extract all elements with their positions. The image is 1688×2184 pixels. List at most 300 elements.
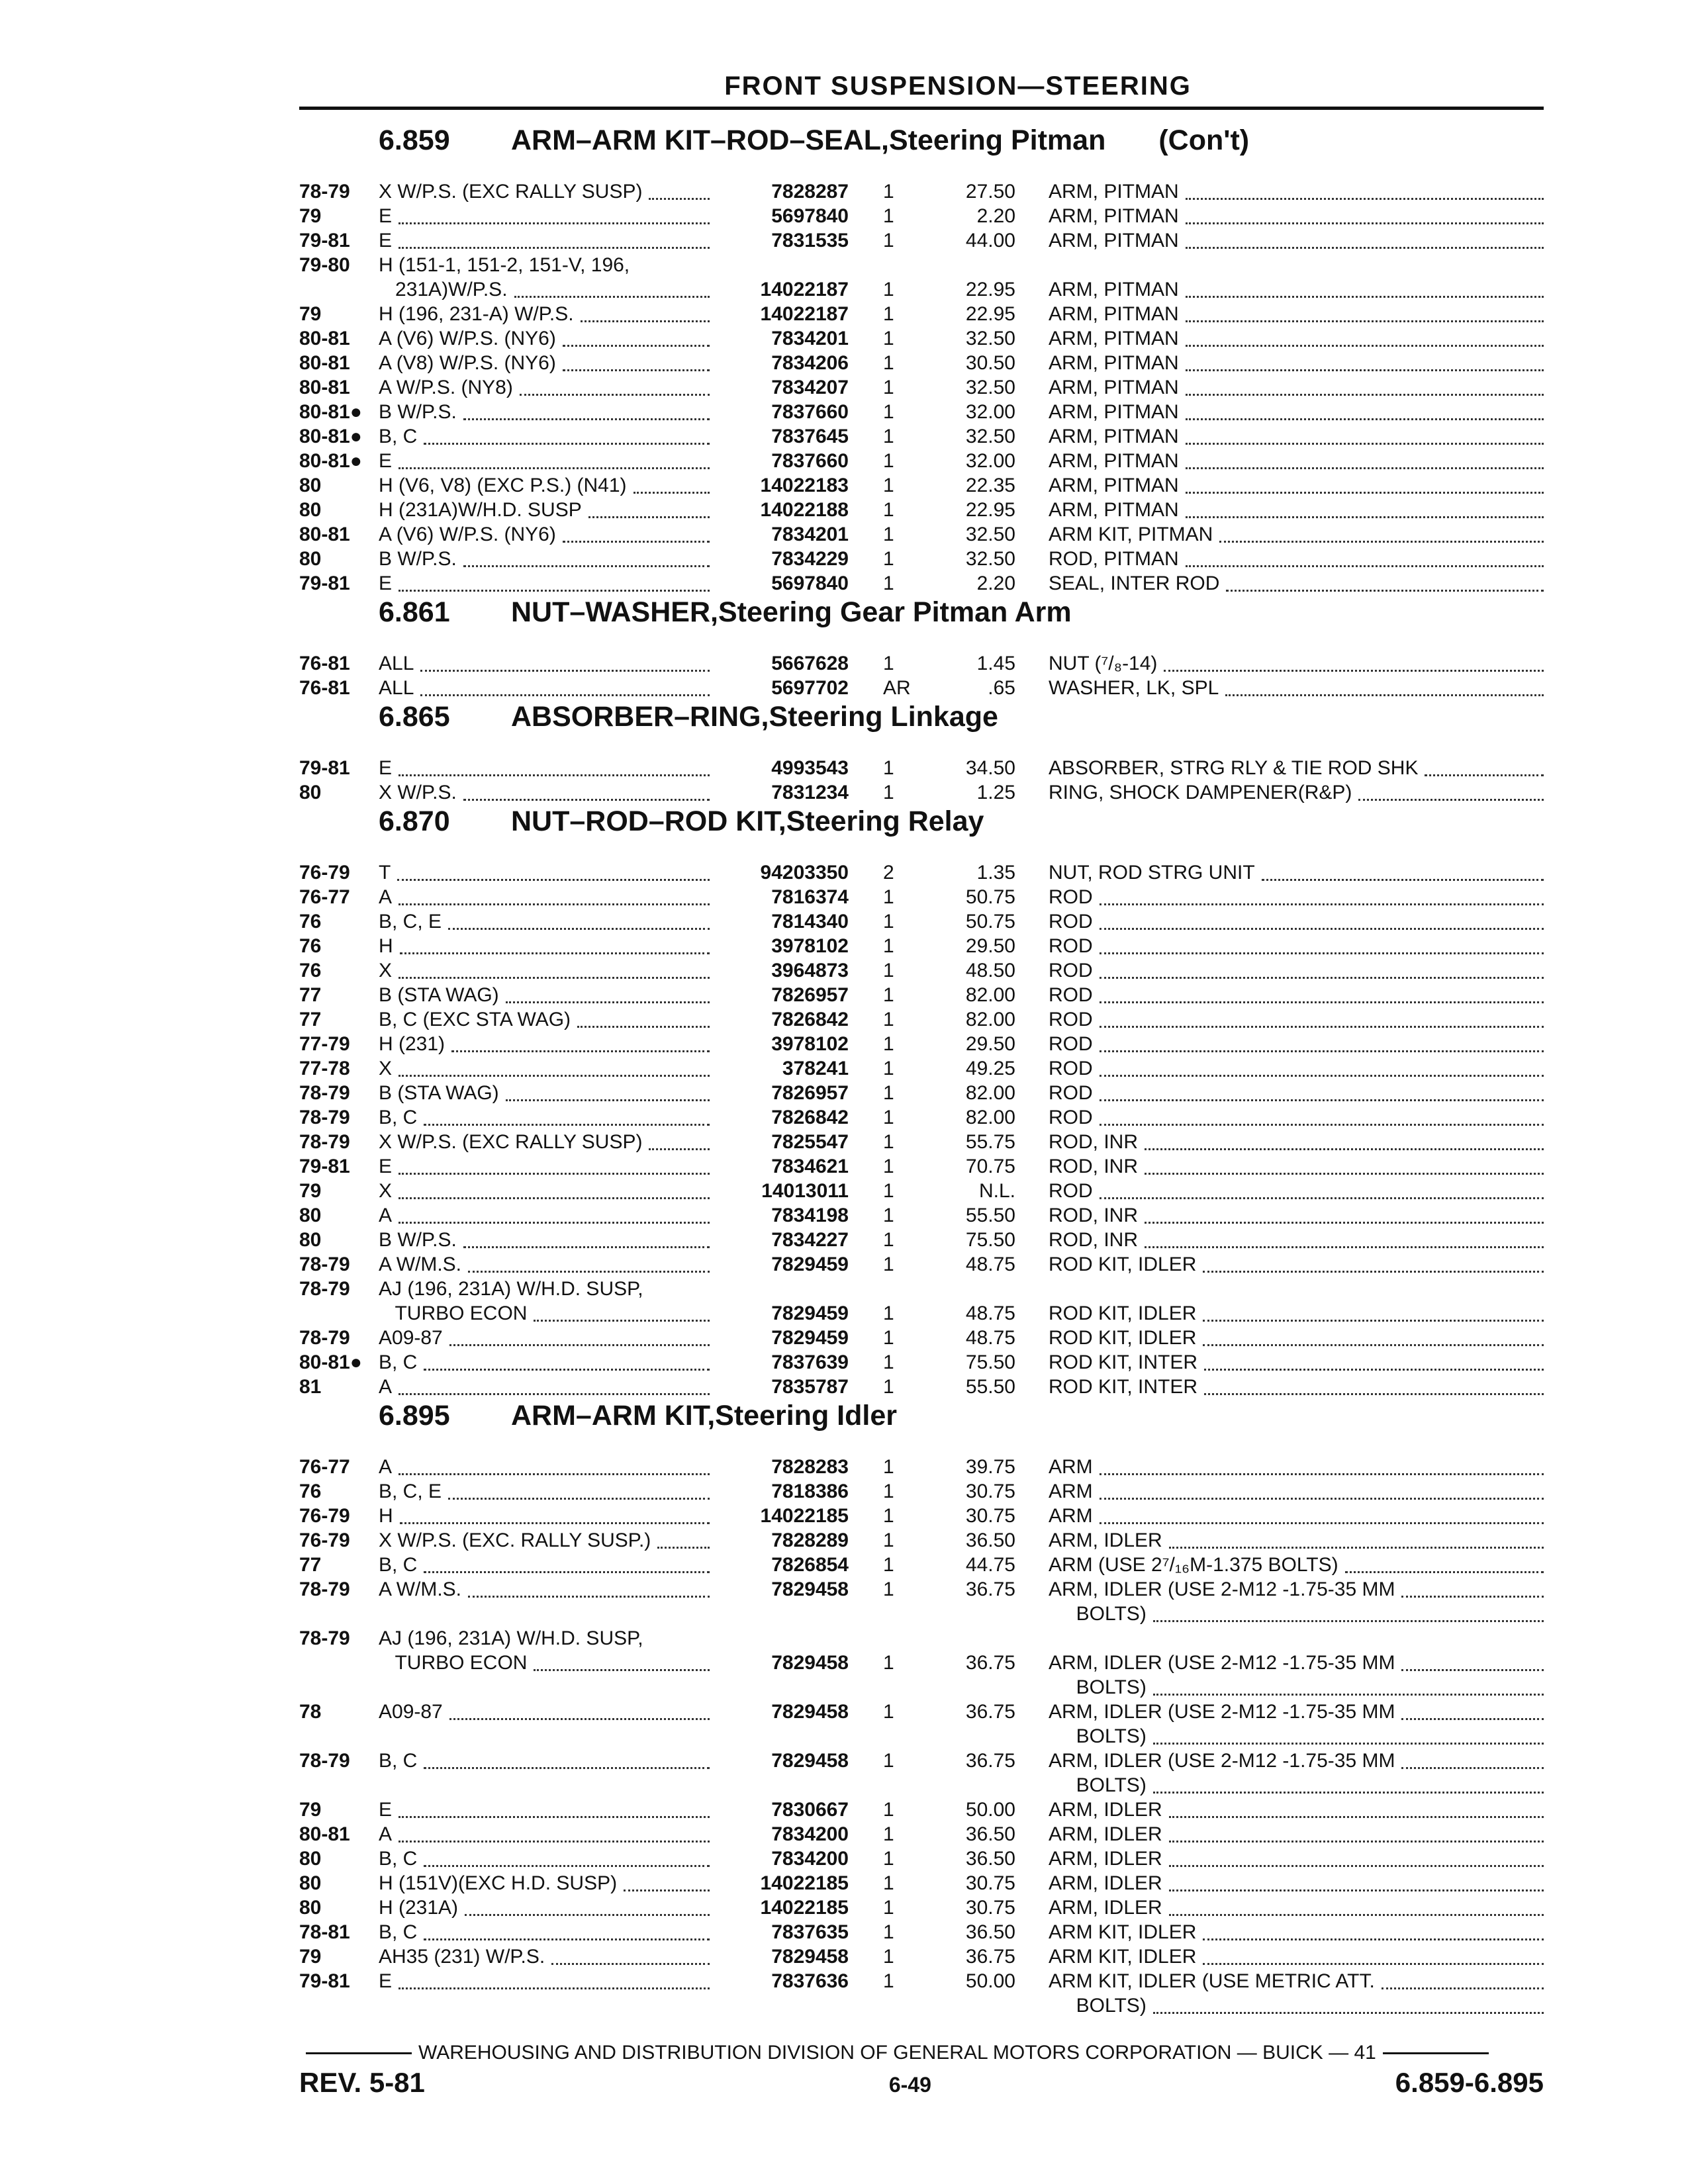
year-range: 80-81	[299, 328, 350, 349]
part-number: 7837635	[771, 1921, 849, 1943]
price: .65	[988, 677, 1015, 699]
table-row	[299, 523, 1544, 547]
quantity: 1	[883, 1897, 894, 1919]
description-cell	[1049, 498, 1544, 523]
table-row	[299, 1651, 1544, 1676]
application-text: AH35 (231) W/P.S.	[379, 1946, 545, 1968]
dot-leader	[1169, 1872, 1544, 1891]
description-cell	[1049, 1676, 1544, 1700]
price: 36.75	[965, 1946, 1015, 1968]
application-cell	[379, 1700, 716, 1725]
quantity: 1	[883, 1107, 894, 1128]
description-text: ARM	[1049, 1456, 1093, 1478]
table-row	[299, 756, 1544, 781]
application-cell	[379, 910, 716, 934]
description-cell	[1049, 278, 1544, 302]
dot-leader	[448, 1480, 710, 1500]
dot-leader	[1145, 1204, 1544, 1224]
description-cell	[1049, 1725, 1544, 1749]
part-number: 7837645	[771, 426, 849, 447]
year-range: 80	[299, 1897, 322, 1919]
price	[936, 1277, 1049, 1302]
dot-leader	[1153, 1725, 1544, 1745]
application-text: E	[379, 572, 393, 594]
description-text: ARM KIT, IDLER	[1049, 1921, 1197, 1943]
dot-leader	[1203, 1921, 1544, 1940]
year-range: 78-79	[299, 181, 350, 203]
price	[936, 1627, 1049, 1651]
table-row	[299, 302, 1544, 327]
application-text: B, C (EXC STA WAG)	[379, 1009, 571, 1030]
application-cell	[379, 1326, 716, 1351]
description-text: ARM (USE 2⁷/₁₆M-1.375 BOLTS)	[1049, 1554, 1338, 1576]
part-number: 7826957	[771, 1082, 849, 1104]
description-text: BOLTS)	[1049, 1725, 1147, 1747]
price: 2.20	[976, 572, 1015, 594]
application-cell	[379, 498, 716, 523]
description-text: ROD	[1049, 1058, 1093, 1079]
description-text: ARM, IDLER	[1049, 1799, 1162, 1821]
year-range: 79	[299, 1180, 322, 1202]
description-text: ARM, IDLER (USE 2-M12 -1.75-35 MM	[1049, 1578, 1395, 1600]
description-cell	[1049, 756, 1544, 781]
dot-leader	[468, 1578, 710, 1598]
table-row	[299, 1130, 1544, 1155]
dot-leader	[468, 1253, 710, 1273]
price: 50.00	[965, 1799, 1015, 1821]
application-text	[379, 1602, 716, 1627]
table-row	[299, 351, 1544, 376]
description-cell	[1049, 1627, 1544, 1651]
application-cell	[379, 1945, 716, 1970]
application-cell	[379, 983, 716, 1008]
table-row	[299, 425, 1544, 449]
price: 32.50	[965, 523, 1015, 545]
application-cell	[379, 1749, 716, 1774]
table-row	[299, 1627, 1544, 1651]
quantity: 1	[883, 205, 894, 227]
application-text: H (231)	[379, 1033, 445, 1055]
description-cell	[1049, 351, 1544, 376]
description-cell	[1049, 1945, 1544, 1970]
dot-leader	[506, 1081, 710, 1101]
description-cell	[1049, 180, 1544, 205]
table-row	[299, 1179, 1544, 1204]
part-number: 7834207	[771, 377, 849, 398]
dot-leader	[588, 498, 710, 518]
section-heading	[299, 701, 1544, 756]
section-heading	[299, 1400, 1544, 1455]
section-range: 6.859-6.895	[1395, 2067, 1544, 2098]
quantity: 1	[883, 1848, 894, 1870]
description-cell	[1049, 1602, 1544, 1627]
quantity: 1	[883, 1946, 894, 1968]
table-row	[299, 449, 1544, 474]
description-text: ARM, PITMAN	[1049, 279, 1179, 300]
part-number: 7835787	[771, 1376, 849, 1398]
price: 22.95	[965, 303, 1015, 325]
dot-leader	[1186, 180, 1544, 200]
dot-leader	[1204, 1375, 1544, 1395]
description-cell	[1049, 1204, 1544, 1228]
description-text: ARM, IDLER	[1049, 1529, 1162, 1551]
section-subtitle: Steering Linkage	[769, 701, 998, 733]
application-text: ALL	[379, 653, 414, 674]
year-range: 80	[299, 475, 322, 496]
year-range: 78-79	[299, 1107, 350, 1128]
table-row	[299, 498, 1544, 523]
description-text: ROD KIT, INTER	[1049, 1376, 1198, 1398]
year-range	[299, 1676, 379, 1700]
year-range: 80	[299, 1229, 322, 1251]
quantity: 1	[883, 1505, 894, 1527]
price: 32.50	[965, 328, 1015, 349]
quantity	[863, 1277, 936, 1302]
quantity: 1	[883, 523, 894, 545]
part-number: 7831234	[771, 782, 849, 803]
price: 82.00	[965, 1009, 1015, 1030]
price: 1.45	[976, 653, 1015, 674]
dot-leader	[1169, 1798, 1544, 1818]
dot-leader	[1100, 1455, 1544, 1475]
application-cell	[379, 861, 716, 886]
price: 36.50	[965, 1529, 1015, 1551]
part-number: 7828289	[771, 1529, 849, 1551]
part-number: 5697840	[771, 572, 849, 594]
part-number: 7837636	[771, 1970, 849, 1992]
price: 48.75	[965, 1327, 1015, 1349]
description-cell	[1049, 474, 1544, 498]
dot-leader	[624, 1872, 710, 1891]
description-text: ARM, IDLER	[1049, 1872, 1162, 1894]
description-cell	[1049, 676, 1544, 701]
year-range: 80-81●	[299, 401, 362, 423]
quantity	[863, 1676, 936, 1700]
quantity: 1	[883, 1327, 894, 1349]
dot-leader	[1186, 205, 1544, 224]
application-cell	[379, 376, 716, 400]
price: 30.75	[965, 1897, 1015, 1919]
dot-leader	[1100, 934, 1544, 954]
year-range: 78-79	[299, 1750, 350, 1772]
year-range: 79-81	[299, 1970, 350, 1992]
part-number: 7829458	[771, 1578, 849, 1600]
part-number	[716, 1725, 863, 1749]
dot-leader	[1100, 983, 1544, 1003]
section-subtitle: Steering Relay	[786, 805, 984, 837]
application-cell	[379, 1602, 716, 1627]
application-cell	[379, 1798, 716, 1823]
description-text: RING, SHOCK DAMPENER(R&P)	[1049, 782, 1352, 803]
description-cell	[1049, 1326, 1544, 1351]
application-text: E	[379, 1156, 393, 1177]
application-text: TURBO ECON	[379, 1302, 528, 1324]
year-range: 76-77	[299, 886, 350, 908]
quantity	[863, 1994, 936, 2019]
description-text: ARM	[1049, 1480, 1093, 1502]
application-cell	[379, 756, 716, 781]
table-row	[299, 910, 1544, 934]
dot-leader	[420, 676, 710, 696]
table-row	[299, 229, 1544, 253]
part-number: 7837660	[771, 401, 849, 423]
quantity: 1	[883, 1921, 894, 1943]
dot-leader	[1186, 547, 1544, 567]
description-cell	[1049, 302, 1544, 327]
dot-leader	[424, 1106, 710, 1126]
table-row	[299, 400, 1544, 425]
description-text: NUT (⁷/₈-14)	[1049, 653, 1158, 674]
part-number: 4993543	[771, 757, 849, 779]
application-text: A (V8) W/P.S. (NY6)	[379, 352, 556, 374]
application-cell	[379, 1578, 716, 1602]
year-range: 76	[299, 935, 322, 957]
application-text: A	[379, 886, 393, 908]
application-text: H (196, 231-A) W/P.S.	[379, 303, 574, 325]
application-text: B, C	[379, 1848, 418, 1870]
table-row	[299, 1326, 1544, 1351]
price: 36.50	[965, 1823, 1015, 1845]
quantity: 1	[883, 1180, 894, 1202]
price: 1.25	[976, 782, 1015, 803]
dot-leader	[424, 1553, 710, 1573]
part-number: 7829458	[771, 1701, 849, 1723]
dot-leader	[1164, 652, 1544, 672]
price: 48.75	[965, 1302, 1015, 1324]
application-cell	[379, 1994, 716, 2019]
description-cell	[1049, 547, 1544, 572]
description-text: ARM, PITMAN	[1049, 450, 1179, 472]
price: 29.50	[965, 1033, 1015, 1055]
year-range	[299, 1602, 379, 1627]
price: 44.00	[965, 230, 1015, 251]
quantity: 1	[883, 401, 894, 423]
part-number: 7826842	[771, 1107, 849, 1128]
price: 75.50	[965, 1351, 1015, 1373]
application-cell	[379, 1896, 716, 1921]
section-number: 6.870	[379, 805, 450, 837]
part-number: 7834198	[771, 1205, 849, 1226]
dot-leader	[1100, 886, 1544, 905]
application-text	[379, 1676, 716, 1700]
application-cell	[379, 1823, 716, 1847]
price: 82.00	[965, 984, 1015, 1006]
application-cell	[379, 327, 716, 351]
description-text: NUT, ROD STRG UNIT	[1049, 862, 1255, 884]
table-row	[299, 781, 1544, 805]
footer-line	[299, 2042, 1544, 2064]
quantity: 1	[883, 1578, 894, 1600]
application-text: A09-87	[379, 1701, 443, 1723]
quantity: 1	[883, 911, 894, 933]
quantity: 1	[883, 1253, 894, 1275]
quantity: 1	[883, 984, 894, 1006]
section-number: 6.865	[379, 701, 450, 733]
quantity: 1	[883, 1970, 894, 1992]
dot-leader	[1382, 1970, 1544, 1989]
quantity	[863, 1774, 936, 1798]
quantity: 1	[883, 1302, 894, 1324]
dot-leader	[1186, 229, 1544, 249]
price	[936, 1994, 1049, 2019]
description-cell	[1049, 523, 1544, 547]
dot-leader	[451, 1032, 710, 1052]
description-text: ROD KIT, IDLER	[1049, 1302, 1197, 1324]
application-cell	[379, 934, 716, 959]
section-heading	[299, 124, 1544, 180]
application-text: A W/M.S.	[379, 1253, 462, 1275]
application-text: E	[379, 205, 393, 227]
description-text: ARM, PITMAN	[1049, 475, 1179, 496]
part-number: 7828287	[771, 181, 849, 203]
part-number: 14022187	[760, 303, 849, 325]
description-cell	[1049, 1277, 1544, 1302]
application-text: A	[379, 1456, 393, 1478]
dot-leader	[506, 983, 710, 1003]
description-text: ARM, IDLER	[1049, 1823, 1162, 1845]
application-cell	[379, 180, 716, 205]
application-text: B W/P.S.	[379, 401, 457, 423]
dot-leader	[1358, 781, 1544, 801]
application-cell	[379, 1774, 716, 1798]
price: 22.95	[965, 499, 1015, 521]
quantity: 1	[883, 1750, 894, 1772]
table-row	[299, 652, 1544, 676]
description-cell	[1049, 1032, 1544, 1057]
dot-leader	[1425, 756, 1544, 776]
description-text: ARM, IDLER	[1049, 1848, 1162, 1870]
dot-leader	[563, 523, 710, 543]
section-title: ABSORBER–RING,	[511, 701, 769, 733]
dot-leader	[424, 1351, 710, 1371]
section-subtitle: Steering Gear Pitman Arm	[718, 596, 1072, 628]
application-cell	[379, 425, 716, 449]
description-text: ROD, INR	[1049, 1205, 1138, 1226]
dot-leader	[463, 1228, 710, 1248]
price: 70.75	[965, 1156, 1015, 1177]
part-number: 7829459	[771, 1253, 849, 1275]
dot-leader	[420, 652, 710, 672]
year-range	[299, 278, 379, 302]
description-cell	[1049, 1179, 1544, 1204]
dot-leader	[633, 474, 710, 494]
application-cell	[379, 229, 716, 253]
price: 36.50	[965, 1921, 1015, 1943]
price: 1.35	[976, 862, 1015, 884]
description-text: ARM	[1049, 1505, 1093, 1527]
quantity: 1	[883, 230, 894, 251]
table-row	[299, 886, 1544, 910]
section-title: NUT–ROD–ROD KIT,	[511, 805, 786, 837]
dot-leader	[1169, 1823, 1544, 1843]
table-row	[299, 1351, 1544, 1375]
dot-leader	[563, 351, 710, 371]
description-cell	[1049, 425, 1544, 449]
description-text: BOLTS)	[1049, 1774, 1147, 1796]
quantity: 1	[883, 1033, 894, 1055]
dot-leader	[399, 1057, 710, 1077]
part-number: 7826854	[771, 1554, 849, 1576]
application-text: B, C	[379, 426, 418, 447]
year-range: 79-81	[299, 572, 350, 594]
part-number: 7829458	[771, 1652, 849, 1674]
dot-leader	[1186, 327, 1544, 347]
price: 22.35	[965, 475, 1015, 496]
footer-bottom	[299, 2067, 1544, 2099]
price: 48.50	[965, 960, 1015, 981]
application-cell	[379, 1351, 716, 1375]
description-cell	[1049, 1106, 1544, 1130]
table-row	[299, 1008, 1544, 1032]
dot-leader	[463, 400, 710, 420]
table-row	[299, 205, 1544, 229]
description-cell	[1049, 1823, 1544, 1847]
year-range: 78-81	[299, 1921, 350, 1943]
description-text: ARM KIT, IDLER	[1049, 1946, 1197, 1968]
application-text: B, C	[379, 1107, 418, 1128]
application-cell	[379, 1480, 716, 1504]
year-range: 76-79	[299, 1529, 350, 1551]
application-cell	[379, 302, 716, 327]
application-cell	[379, 523, 716, 547]
dot-leader	[400, 934, 710, 954]
part-number: 7834201	[771, 328, 849, 349]
dot-leader	[649, 1130, 710, 1150]
part-number: 7828283	[771, 1456, 849, 1478]
description-cell	[1049, 1455, 1544, 1480]
price: 36.75	[965, 1701, 1015, 1723]
part-number: 7826842	[771, 1009, 849, 1030]
dot-leader	[520, 376, 710, 396]
table-row	[299, 1823, 1544, 1847]
dot-leader	[1401, 1700, 1544, 1720]
price: 39.75	[965, 1456, 1015, 1478]
part-number	[716, 1994, 863, 2019]
dot-leader	[1169, 1896, 1544, 1916]
description-cell	[1049, 1057, 1544, 1081]
description-text: ROD KIT, IDLER	[1049, 1327, 1197, 1349]
section-title: ARM–ARM KIT,	[511, 1400, 716, 1432]
table-row	[299, 1872, 1544, 1896]
part-number: 5667628	[771, 653, 849, 674]
dot-leader	[399, 1798, 710, 1818]
table-row	[299, 1970, 1544, 1994]
quantity: 1	[883, 1701, 894, 1723]
quantity: 1	[883, 1376, 894, 1398]
section-title: NUT–WASHER,	[511, 596, 718, 628]
year-range: 77	[299, 1554, 322, 1576]
quantity: 1	[883, 757, 894, 779]
description-text: ROD	[1049, 911, 1093, 933]
year-range: 76-81	[299, 677, 350, 699]
description-cell	[1049, 983, 1544, 1008]
footer-dash-left	[306, 2052, 412, 2054]
description-text: ARM, PITMAN	[1049, 181, 1179, 203]
description-text: BOLTS)	[1049, 1995, 1147, 2017]
description-cell	[1049, 1253, 1544, 1277]
application-text: E	[379, 1799, 393, 1821]
description-text: BOLTS)	[1049, 1676, 1147, 1698]
application-cell	[379, 1504, 716, 1529]
application-cell	[379, 400, 716, 425]
price	[936, 253, 1049, 278]
application-cell	[379, 1725, 716, 1749]
application-text: X W/P.S.	[379, 782, 457, 803]
table-row	[299, 676, 1544, 701]
year-range: 79	[299, 1799, 322, 1821]
application-cell	[379, 1179, 716, 1204]
price: 49.25	[965, 1058, 1015, 1079]
